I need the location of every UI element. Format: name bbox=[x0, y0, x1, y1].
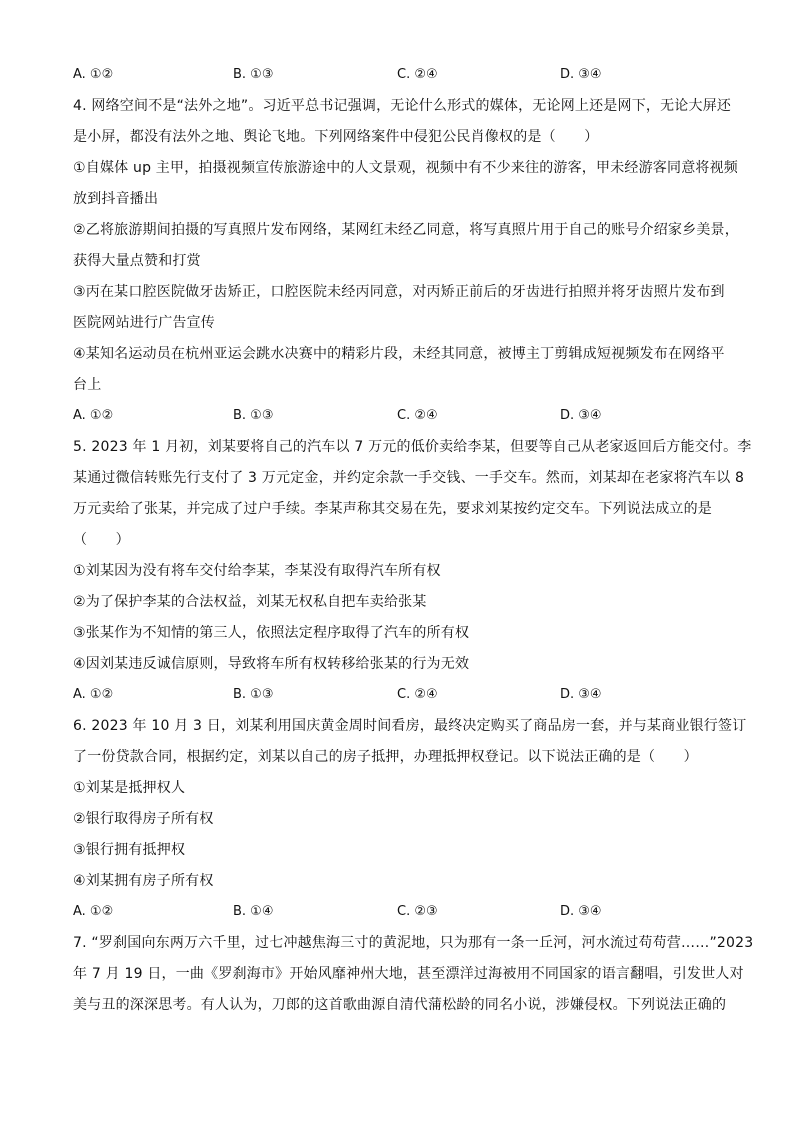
q5-item-line: ①刘某因为没有将车交付给李某，李某没有取得汽车所有权 bbox=[73, 563, 441, 579]
question-7 bbox=[73, 932, 754, 1025]
q4-option-b: B. ①③ bbox=[233, 408, 274, 423]
q3-option-a: A. ①② bbox=[73, 67, 114, 82]
q4-options bbox=[73, 405, 733, 436]
q4-item-line: ③丙在某口腔医院做牙齿矫正，口腔医院未经丙同意，对丙矫正前后的牙齿进行拍照并将牙齿照片发布到 bbox=[73, 284, 725, 300]
q6-option-a: A. ①② bbox=[73, 904, 114, 919]
q6-options bbox=[73, 901, 733, 932]
q6-option-b: B. ①④ bbox=[233, 904, 274, 919]
q3-option-c: C. ②④ bbox=[397, 67, 438, 82]
q4-option-c: C. ②④ bbox=[397, 408, 438, 423]
q4-item-line: 放到抖音播出 bbox=[73, 191, 159, 207]
question-4 bbox=[73, 95, 739, 436]
q6-option-d: D. ③④ bbox=[560, 904, 602, 919]
q5-item-line: ②为了保护李某的合法权益，刘某无权私自把车卖给张某 bbox=[73, 594, 427, 610]
q5-item-line: ③张某作为不知情的第三人，依照法定程序取得了汽车的所有权 bbox=[73, 625, 470, 641]
q4-item-line: 医院网站进行广告宣传 bbox=[73, 315, 215, 331]
q4-stem-line: 4. 网络空间不是“法外之地”。习近平总书记强调，无论什么形式的媒体，无论网上还是网下，无论大屏还 bbox=[73, 98, 732, 114]
q4-item-line: ④某知名运动员在杭州亚运会跳水决赛中的精彩片段，未经其同意，被博主丁剪辑成短视频发布在网络平 bbox=[73, 346, 725, 362]
q5-stem-line: 某通过微信转账先行支付了 3 万元定金，并约定余款一手交钱、一手交车。然而，刘某却在老家将汽车以 8 bbox=[73, 470, 745, 486]
question-5 bbox=[73, 436, 752, 715]
q5-option-d: D. ③④ bbox=[560, 687, 602, 702]
q5-options bbox=[73, 684, 733, 715]
q4-item-line: ②乙将旅游期间拍摄的写真照片发布网络，某网红未经乙同意，将写真照片用于自己的账号介绍家乡美景， bbox=[73, 222, 739, 238]
question-6 bbox=[73, 715, 747, 932]
q7-stem-line: 年 7 月 19 日，一曲《罗刹海市》开始风靡神州大地，甚至漂洋过海被用不同国家的语言翻唱，引发世人对 bbox=[73, 966, 744, 982]
q6-option-c: C. ②③ bbox=[397, 904, 438, 919]
q7-stem-line: 7. “罗刹国向东两万六千里，过七冲越焦海三寸的黄泥地，只为那有一条一丘河，河水流过苟苟营……”2023 bbox=[73, 935, 754, 951]
q6-item-line: ①刘某是抵押权人 bbox=[73, 780, 186, 796]
q5-option-c: C. ②④ bbox=[397, 687, 438, 702]
q5-stem-line: 5. 2023 年 1 月初，刘某要将自己的汽车以 7 万元的低价卖给李某，但要等自己从老家返回后方能交付。李 bbox=[73, 439, 752, 455]
q4-item-line: 台上 bbox=[73, 377, 102, 393]
q5-stem-line: 万元卖给了张某，并完成了过户手续。李某声称其交易在先，要求刘某按约定交车。下列说法成立的是 bbox=[73, 501, 712, 517]
q6-item-line: ②银行取得房子所有权 bbox=[73, 811, 214, 827]
q4-stem-line: 是小屏，都没有法外之地、舆论飞地。下列网络案件中侵犯公民肖像权的是（ ） bbox=[73, 129, 599, 145]
q6-stem-line: 6. 2023 年 10 月 3 日，刘某利用国庆黄金周时间看房，最终决定购买了商品房一套，并与某商业银行签订 bbox=[73, 718, 747, 734]
q5-option-a: A. ①② bbox=[73, 687, 114, 702]
q6-item-line: ③银行拥有抵押权 bbox=[73, 842, 186, 858]
q4-item-line: ①自媒体 up 主甲，拍摄视频宣传旅游途中的人文景观，视频中有不少来往的游客，甲未经游客同意将视频 bbox=[73, 160, 739, 176]
q5-option-b: B. ①③ bbox=[233, 687, 274, 702]
q4-option-a: A. ①② bbox=[73, 408, 114, 423]
q6-item-line: ④刘某拥有房子所有权 bbox=[73, 873, 214, 889]
q3-option-d: D. ③④ bbox=[560, 67, 602, 82]
exam-page bbox=[73, 64, 754, 1025]
q5-item-line: ④因刘某违反诚信原则，导致将车所有权转移给张某的行为无效 bbox=[73, 656, 470, 672]
q3-option-b: B. ①③ bbox=[233, 67, 274, 82]
q6-stem-line: 了一份贷款合同，根据约定，刘某以自己的房子抵押，办理抵押权登记。以下说法正确的是（ ） bbox=[73, 749, 698, 765]
q4-item-line: 获得大量点赞和打赏 bbox=[73, 253, 201, 269]
q3-options bbox=[73, 64, 733, 95]
q5-stem-line: （ ） bbox=[73, 532, 130, 548]
q4-option-d: D. ③④ bbox=[560, 408, 602, 423]
q7-stem-line: 美与丑的深深思考。有人认为，刀郎的这首歌曲源自清代蒲松龄的同名小说，涉嫌侵权。下列说法正确的 bbox=[73, 997, 727, 1013]
